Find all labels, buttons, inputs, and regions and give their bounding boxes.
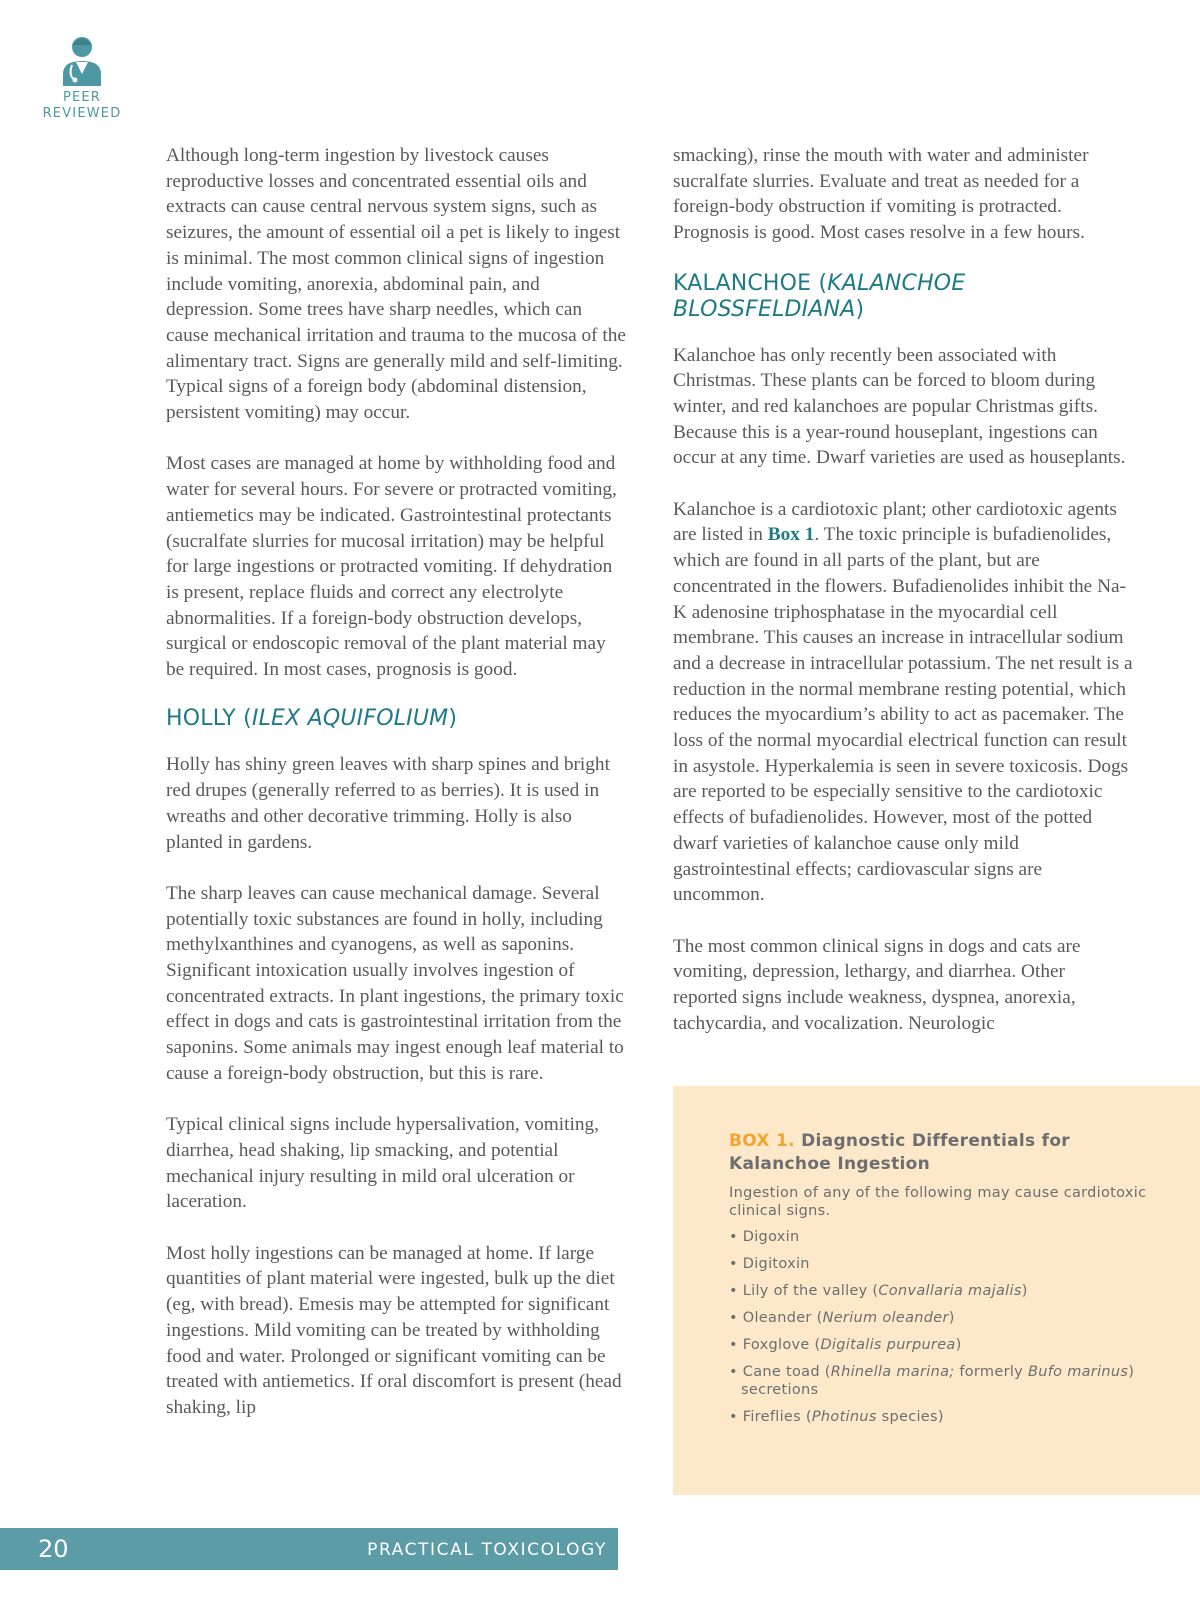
paragraph: Most holly ingestions can be managed at home. If large quantities of plant material were ingested, bulk up the diet (eg, with bread). Emesis may be attempted for significant ingestions. Mild vomiting can be treated by withholding food and water. Prolonged or significant vomiting can be treated with antiemetics. If oral discomfort is present (head shaking, lip: [166, 1242, 622, 1418]
left-column: [166, 143, 626, 1421]
peer-reviewed-badge: [36, 34, 128, 122]
right-column: [673, 143, 1133, 1036]
peer-reviewer-icon: [59, 34, 105, 86]
paragraph: Typical clinical signs include hypersalivation, vomiting, diarrhea, head shaking, lip smacking, and potential mechanical injury resulting in mild oral ulceration or laceration.: [166, 1114, 599, 1213]
paragraph: Most cases are managed at home by withholding food and water for several hours. For severe or protracted vomiting, antiemetics may be indicated. Gastrointestinal protectants (sucralfate slurries for mucosal irritation) may be helpful for large ingestions or protracted vomiting. If dehydration is present, replace fluids and correct any electrolyte abnormalities. If a foreign-body obstruction develops, surgical or endoscopic removal of the plant material may be required. In most cases, prognosis is good.: [166, 453, 617, 681]
paragraph: Although long-term ingestion by livestock causes reproductive losses and concentrated essential oils and extracts can cause central nervous system signs, such as seizures, the amount of essential oil a pet is likely to ingest is minimal. The most common clinical signs of ingestion include vomiting, anorexia, abdominal pain, and depression. Some trees have sharp needles, which can cause mechanical irritation and trauma to the mucosa of the alimentary tract. Signs are generally mild and self-limiting. Typical signs of a foreign body (abdominal distension, persistent vomiting) may occur.: [166, 145, 626, 424]
list-item: • Cane toad (Rhinella marina; formerly Bufo marinus) secretions: [729, 1363, 1149, 1399]
badge-line-1: PEER: [62, 90, 102, 105]
box-intro: Ingestion of any of the following may cause cardiotoxic clinical signs.: [729, 1185, 1147, 1219]
footer-bar: [0, 1528, 618, 1570]
list-item: • Digitoxin: [729, 1255, 1149, 1273]
box-title: BOX 1. Diagnostic Differentials for Kalanchoe Ingestion: [729, 1131, 1070, 1174]
box-label: BOX 1.: [729, 1131, 795, 1151]
box-1-sidebar: [673, 1086, 1200, 1495]
list-item: • Oleander (Nerium oleander): [729, 1309, 1149, 1327]
holly-heading: HOLLY (ILEX AQUIFOLIUM): [166, 706, 458, 732]
kalanchoe-heading: KALANCHOE (KALANCHOE BLOSSFELDIANA): [673, 270, 966, 322]
paragraph: The most common clinical signs in dogs and cats are vomiting, depression, lethargy, and diarrhea. Other reported signs include weakness, dyspnea, anorexia, tachycardia, and vocalization. Neurologic: [673, 935, 1081, 1034]
badge-line-2: REVIEWED: [42, 106, 122, 121]
section-name: PRACTICAL TOXICOLOGY: [367, 1540, 607, 1560]
paragraph: The sharp leaves can cause mechanical damage. Several potentially toxic substances are found in holly, including methylxanthines and cyanogens, as well as saponins. Significant intoxication usually involves ingestion of concentrated extracts. In plant ingestions, the primary toxic effect in dogs and cats is gastrointestinal irritation from the saponins. Some animals may ingest enough leaf material to cause a foreign-body obstruction, but this is rare.: [166, 882, 624, 1084]
list-item: • Digoxin: [729, 1228, 1149, 1246]
paragraph: Kalanchoe has only recently been associated with Christmas. These plants can be forced to bloom during winter, and red kalanchoes are popular Christmas gifts. Because this is a year-round houseplant, ingestions can occur at any time. Dwarf varieties are used as houseplants.: [673, 344, 1126, 469]
list-item: • Foxglove (Digitalis purpurea): [729, 1336, 1149, 1354]
paragraph: Holly has shiny green leaves with sharp spines and bright red drupes (generally referred to as berries). It is used in wreaths and other decorative trimming. Holly is also planted in gardens.: [166, 754, 610, 853]
list-item: • Lily of the valley (Convallaria majalis): [729, 1282, 1149, 1300]
box-1-link[interactable]: Box 1: [767, 524, 815, 546]
list-item: • Fireflies (Photinus species): [729, 1408, 1149, 1426]
paragraph: Kalanchoe is a cardiotoxic plant; other cardiotoxic agents are listed in Box 1. The toxic principle is bufadienolides, which are found in all parts of the plant, but are concentrated in the flowers. Bufadienolides inhibit the Na-K adenosine triphosphatase in the myocardial cell membrane. This causes an increase in intracellular sodium and a decrease in intracellular potassium. The net result is a reduction in the normal membrane resting potential, which reduces the myocardium’s ability to act as pacemaker. The loss of the normal myocardial electrical function can result in asystole. Hyperkalemia is seen in severe toxicosis. Dogs are reported to be especially sensitive to the cardiotoxic effects of bufadienolides. However, most of the potted dwarf varieties of kalanchoe cause only mild gastrointestinal effects; cardiovascular signs are uncommon.: [673, 498, 1133, 906]
paragraph: smacking), rinse the mouth with water and administer sucralfate slurries. Evaluate and treat as needed for a foreign-body obstruction if vomiting is protracted. Prognosis is good. Most cases resolve in a few hours.: [673, 145, 1089, 244]
box-list: [729, 1228, 1149, 1426]
page-number: 20: [38, 1535, 69, 1563]
